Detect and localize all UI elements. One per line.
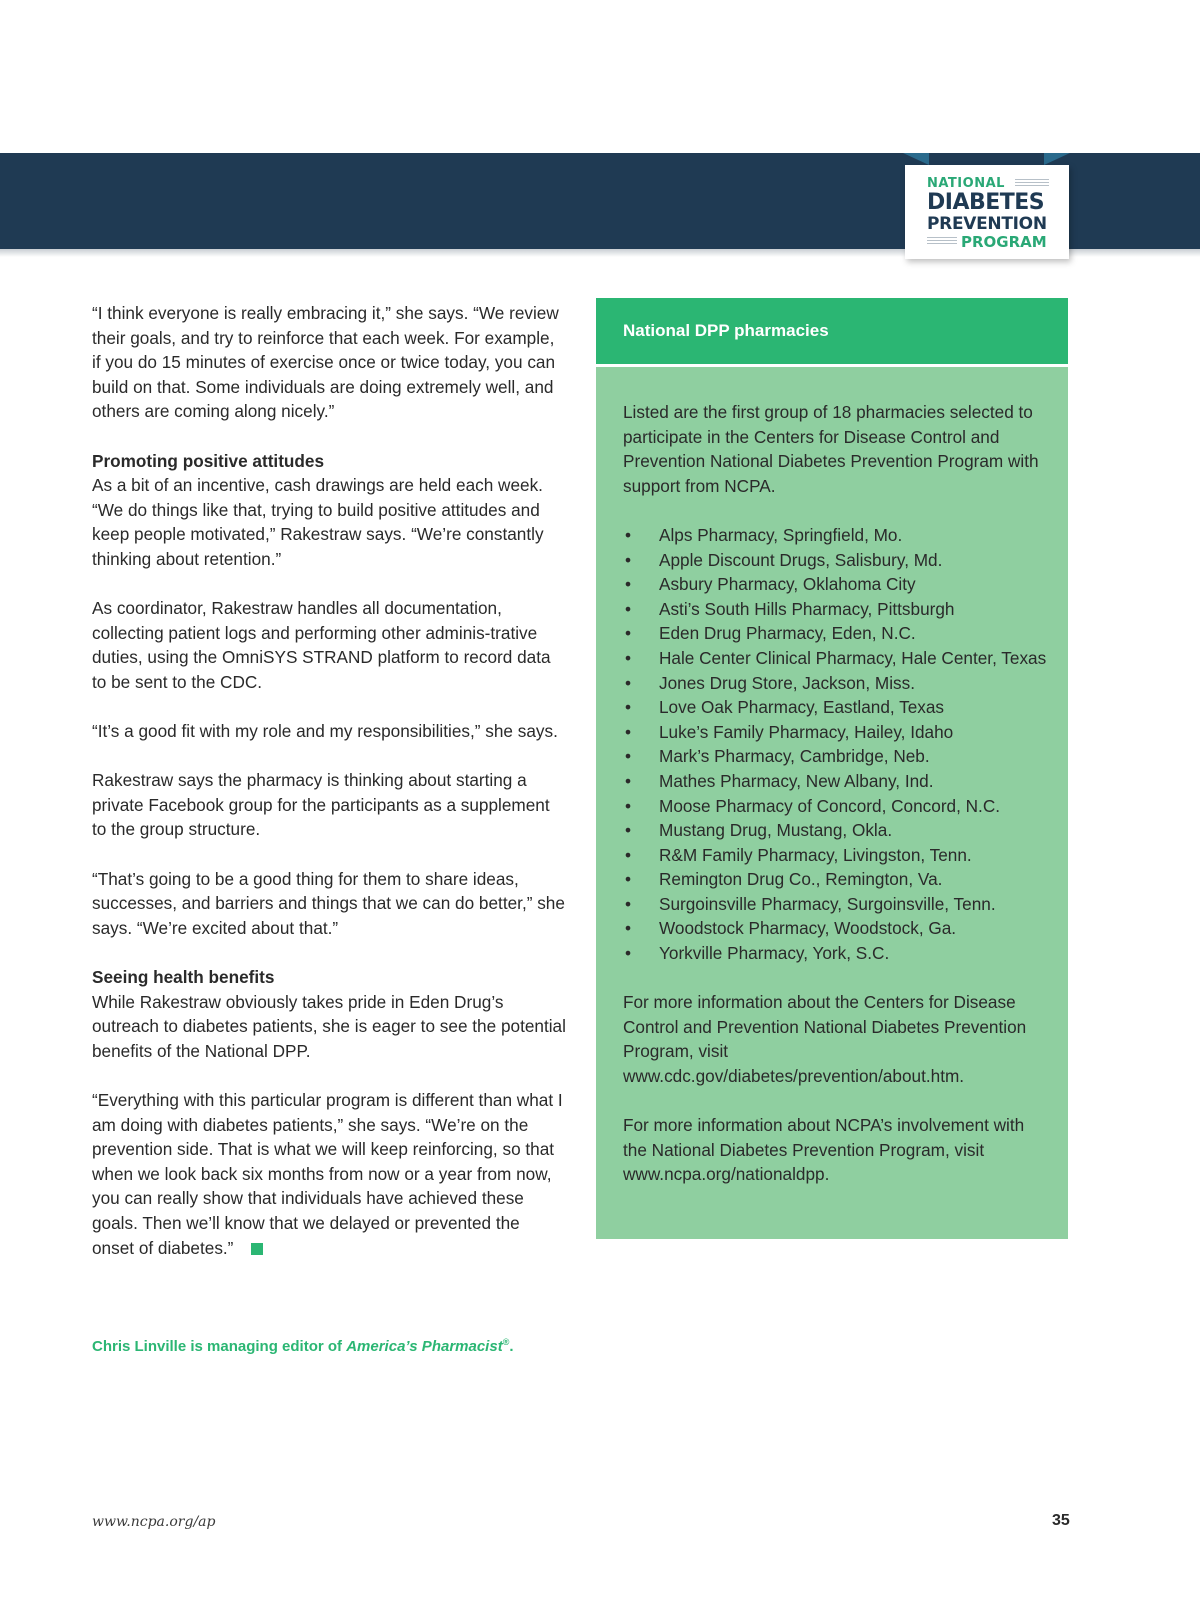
bullet-icon: • [625, 918, 632, 939]
article-paragraph: While Rakestraw obviously takes pride in Eden Drug’s outreach to diabetes patients, she is eager to see the potential benefits of the National DPP. [92, 991, 566, 1061]
section-heading: Promoting positive attitudes [92, 450, 325, 471]
article-paragraph: As coordinator, Rakestraw handles all documentation, collecting patient logs and performing other adminis-trative duties, using the OmniSYS STRAND platform to record data to be sent to the CDC. [92, 598, 551, 692]
pharmacy-list-item [623, 744, 1048, 769]
logo-diabetes: DIABETES [927, 190, 1045, 215]
article-paragraph: “It’s a good fit with my role and my responsibilities,” she says. [92, 721, 558, 742]
logo-stripes-icon [1015, 179, 1049, 188]
bullet-icon: • [625, 795, 632, 816]
logo-tab-right [1044, 153, 1070, 165]
byline-publication: America’s Pharmacist [346, 1338, 503, 1355]
pharmacy-list-item [623, 818, 1048, 843]
article-paragraph: “I think everyone is really embracing it,” she says. “We review their goals, and try to reinforce that each week. For example, if you do 15 minutes of exercise once or twice today, you can build on that. Some individuals are doing extremely well, and others are coming along nicely.” [92, 303, 559, 422]
bullet-icon: • [625, 549, 632, 570]
pharmacy-name: R&M Family Pharmacy, Livingston, Tenn. [659, 844, 972, 865]
pharmacy-list-item [623, 720, 1048, 745]
pharmacy-list-item [623, 523, 1048, 548]
pharmacy-name: Mustang Drug, Mustang, Okla. [659, 820, 893, 841]
article-paragraph: “Everything with this particular program is different than what I am doing with diabetes patients,” she says. “We’re on the prevention side. That is what we will keep reinforcing, so that when we look back six months from now or a year from now, you can really show that individuals have achieved these goals. Then we’ll know that we delayed or prevented the onset of diabetes.” [92, 1090, 563, 1258]
pharmacy-name: Apple Discount Drugs, Salisbury, Md. [659, 549, 943, 570]
pharmacy-list [623, 523, 1048, 966]
bullet-icon: • [625, 598, 632, 619]
logo-prevention: PREVENTION [927, 214, 1047, 234]
pharmacy-list-item [623, 843, 1048, 868]
pharmacy-name: Mathes Pharmacy, New Albany, Ind. [659, 770, 934, 791]
article-paragraph: Rakestraw says the pharmacy is thinking about starting a private Facebook group for the participants as a supplement to the group structure. [92, 770, 550, 840]
page-number: 35 [1052, 1512, 1070, 1529]
logo-tab-left [903, 153, 929, 165]
bullet-icon: • [625, 647, 632, 668]
pharmacy-name: Love Oak Pharmacy, Eastland, Texas [659, 697, 945, 718]
bullet-icon: • [625, 524, 632, 545]
pharmacy-list-item [623, 621, 1048, 646]
pharmacy-list-item [623, 794, 1048, 819]
pharmacy-list-item [623, 916, 1048, 941]
article-section [92, 965, 566, 1063]
logo-stripes-icon [927, 237, 957, 246]
pharmacy-name: Asbury Pharmacy, Oklahoma City [659, 574, 916, 595]
bullet-icon: • [625, 844, 632, 865]
article-body [92, 301, 566, 1285]
bullet-icon: • [625, 943, 632, 964]
sidebar-cdc-info: For more information about the Centers for Disease Control and Prevention National Diabetes Prevention Program, visit www.cdc.gov/diabetes/prevention/about.htm. [623, 992, 1027, 1087]
pharmacy-list-item [623, 646, 1048, 671]
byline-suffix: . [509, 1338, 514, 1355]
bullet-icon: • [625, 746, 632, 767]
pharmacy-name: Woodstock Pharmacy, Woodstock, Ga. [659, 918, 957, 939]
pharmacy-name: Mark’s Pharmacy, Cambridge, Neb. [659, 746, 930, 767]
logo-national: NATIONAL [927, 176, 1005, 191]
pharmacy-list-item [623, 769, 1048, 794]
author-byline [92, 1337, 514, 1355]
pharmacy-name: Remington Drug Co., Remington, Va. [659, 869, 943, 890]
bullet-icon: • [625, 623, 632, 644]
section-heading: Seeing health benefits [92, 967, 275, 988]
sidebar-title: National DPP pharmacies [623, 321, 829, 340]
article-paragraph: As a bit of an incentive, cash drawings are held each week. “We do things like that, trying to build positive attitudes and keep people motivated,” Rakestraw says. “We’re constantly thinking about retention.” [92, 475, 544, 569]
pharmacy-list-item [623, 892, 1048, 917]
article-paragraph: “That’s going to be a good thing for them to share ideas, successes, and barriers and things that we can do better,” she says. “We’re excited about that.” [92, 868, 565, 938]
end-mark-icon [251, 1243, 263, 1255]
bullet-icon: • [625, 869, 632, 890]
article-section [92, 449, 566, 572]
bullet-icon: • [625, 770, 632, 791]
pharmacy-name: Surgoinsville Pharmacy, Surgoinsville, Tenn. [659, 893, 996, 914]
pharmacy-name: Hale Center Clinical Pharmacy, Hale Center, Texas [659, 647, 1047, 668]
sidebar-ncpa-info: For more information about NCPA’s involvement with the National Diabetes Prevention Program, visit www.ncpa.org/nationaldpp. [623, 1115, 1025, 1185]
pharmacy-list-item [623, 572, 1048, 597]
bullet-icon: • [625, 672, 632, 693]
pharmacy-name: Eden Drug Pharmacy, Eden, N.C. [659, 623, 916, 644]
article-paragraph-final [92, 1088, 566, 1260]
pharmacy-list-item [623, 671, 1048, 696]
pharmacy-list-item [623, 695, 1048, 720]
pharmacy-name: Luke’s Family Pharmacy, Hailey, Idaho [659, 721, 954, 742]
pharmacy-name: Alps Pharmacy, Springfield, Mo. [659, 524, 903, 545]
byline-prefix: Chris Linville is managing editor of [92, 1338, 347, 1355]
ndpp-logo [905, 165, 1069, 259]
footer-url: www.ncpa.org/ap [92, 1514, 216, 1530]
sidebar-content [623, 400, 1048, 1212]
pharmacy-list-item [623, 548, 1048, 573]
pharmacy-name: Moose Pharmacy of Concord, Concord, N.C. [659, 795, 1001, 816]
pharmacy-list-item [623, 941, 1048, 966]
bullet-icon: • [625, 721, 632, 742]
pharmacy-name: Asti’s South Hills Pharmacy, Pittsburgh [659, 598, 955, 619]
sidebar-intro: Listed are the first group of 18 pharmacies selected to participate in the Centers for Disease Control and Prevention National Diabetes Prevention Program with support from NCPA. [623, 402, 1039, 496]
bullet-icon: • [625, 574, 632, 595]
pharmacy-name: Jones Drug Store, Jackson, Miss. [659, 672, 915, 693]
byline-registered-mark: ® [502, 1337, 510, 1347]
bullet-icon: • [625, 820, 632, 841]
bullet-icon: • [625, 697, 632, 718]
logo-program: PROGRAM [961, 233, 1047, 251]
pharmacy-list-item [623, 597, 1048, 622]
sidebar-header [596, 298, 1068, 364]
pharmacy-name: Yorkville Pharmacy, York, S.C. [659, 943, 890, 964]
bullet-icon: • [625, 893, 632, 914]
pharmacy-list-item [623, 867, 1048, 892]
